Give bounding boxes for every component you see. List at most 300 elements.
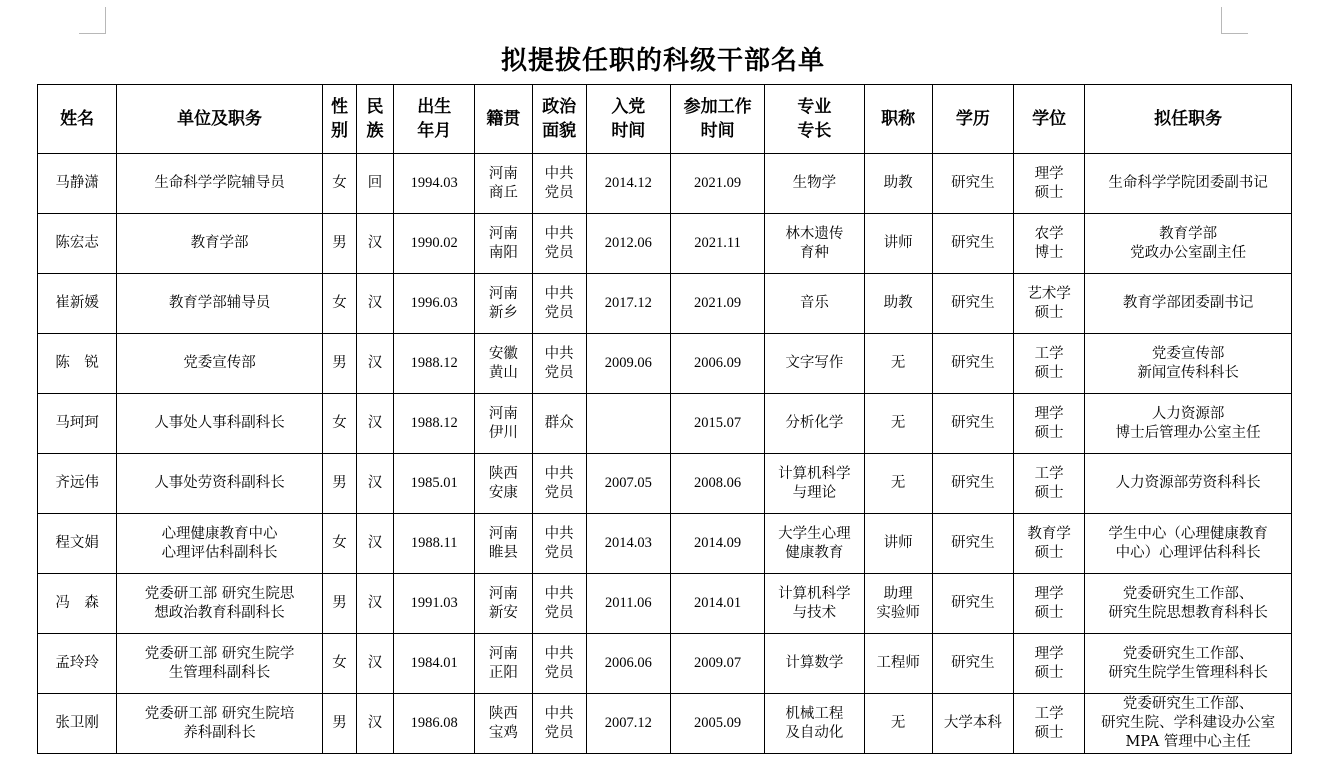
- column-header-text: 出生: [417, 97, 452, 117]
- cell-education: 研究生: [932, 394, 1013, 454]
- cell-unit-position-line: 人事处人事科副科长: [154, 415, 285, 431]
- cell-ethnicity: 汉: [356, 694, 393, 754]
- cell-specialty-line: 计算机科学: [778, 465, 851, 482]
- cell-unit-position-line: 养科副科长: [183, 724, 256, 741]
- cell-unit-position: [117, 334, 323, 394]
- column-header-gender: [322, 85, 356, 154]
- cell-political-status-line: 中共: [544, 165, 574, 182]
- column-header-text: 别: [330, 121, 348, 141]
- cell-proposed-position-line: 党委研究生工作部、: [1122, 585, 1254, 602]
- cell-unit-position: [117, 574, 323, 634]
- cell-name: 冯 森: [38, 574, 117, 634]
- column-header-text: 民: [366, 97, 384, 117]
- cell-name: 马珂珂: [38, 394, 117, 454]
- cell-political-status-line: 中共: [544, 345, 574, 362]
- cell-title-line: 无: [890, 715, 906, 731]
- cell-birth: 1996.03: [394, 274, 475, 334]
- cell-degree: [1014, 574, 1085, 634]
- cell-work-start: 2021.11: [670, 214, 764, 274]
- cell-specialty: [765, 694, 864, 754]
- cell-work-start: 2009.07: [670, 634, 764, 694]
- cell-degree: [1014, 634, 1085, 694]
- cell-work-start: 2005.09: [670, 694, 764, 754]
- table-body: [38, 154, 1292, 754]
- cell-party-join: 2017.12: [586, 274, 670, 334]
- column-header-text: 政治: [542, 97, 577, 117]
- cell-unit-position: [117, 394, 323, 454]
- cell-work-start: 2006.09: [670, 334, 764, 394]
- column-header-degree: [1014, 85, 1085, 154]
- cell-native-place-line: 商丘: [488, 184, 518, 201]
- cell-title: [864, 634, 932, 694]
- cell-party-join: [586, 394, 670, 454]
- cell-unit-position: [117, 274, 323, 334]
- cell-native-place: [475, 634, 532, 694]
- column-header-text: 专长: [797, 121, 832, 141]
- cell-political-status-line: 党员: [544, 544, 574, 561]
- cadre-table: [37, 84, 1292, 754]
- cell-political-status: [532, 514, 586, 574]
- column-header-title: [864, 85, 932, 154]
- cell-native-place-line: 陕西: [488, 465, 518, 482]
- cell-name: 孟玲玲: [38, 634, 117, 694]
- cell-specialty-line: 文字写作: [785, 355, 844, 371]
- cell-specialty: [765, 574, 864, 634]
- table-header-row: [38, 85, 1292, 154]
- cell-ethnicity: 回: [356, 154, 393, 214]
- column-header-text: 籍贯: [486, 109, 521, 129]
- cell-degree-line: 理学: [1034, 405, 1064, 422]
- cell-title-line: 无: [890, 415, 906, 431]
- cell-proposed-position: [1085, 634, 1292, 694]
- cell-political-status-line: 党员: [544, 364, 574, 381]
- cell-gender: 女: [322, 394, 356, 454]
- cell-native-place-line: 正阳: [488, 664, 518, 681]
- cell-name: 陈宏志: [38, 214, 117, 274]
- cell-specialty-line: 计算机科学: [778, 585, 851, 602]
- cell-proposed-position-line: 教育学部: [1159, 225, 1218, 242]
- cell-proposed-position-line: 生命科学学院团委副书记: [1108, 175, 1268, 191]
- cell-title: [864, 274, 932, 334]
- cell-ethnicity: 汉: [356, 634, 393, 694]
- cell-specialty: [765, 634, 864, 694]
- cell-political-status-line: 党员: [544, 724, 574, 741]
- cell-title: [864, 514, 932, 574]
- cell-degree-line: 硕士: [1034, 304, 1064, 321]
- cell-political-status-line: 群众: [544, 415, 574, 431]
- cell-proposed-position-line: MPA 管理中心主任: [1125, 734, 1251, 750]
- cell-unit-position-line: 党委宣传部: [183, 355, 256, 371]
- cell-political-status-line: 中共: [544, 525, 574, 542]
- cell-title: [864, 214, 932, 274]
- cell-proposed-position-line: 中心）心理评估科科长: [1115, 544, 1261, 561]
- column-header-political-status: [532, 85, 586, 154]
- cell-proposed-position: [1085, 514, 1292, 574]
- cell-specialty: [765, 154, 864, 214]
- cell-political-status: [532, 154, 586, 214]
- cell-native-place-line: 伊川: [488, 424, 518, 441]
- table-row: [38, 214, 1292, 274]
- cell-specialty: [765, 214, 864, 274]
- cell-gender: 男: [322, 454, 356, 514]
- cell-unit-position: [117, 154, 323, 214]
- cell-native-place-line: 新安: [488, 604, 518, 621]
- cell-title: [864, 454, 932, 514]
- column-header-ethnicity: [356, 85, 393, 154]
- cell-political-status: [532, 214, 586, 274]
- column-header-unit: [117, 85, 323, 154]
- cell-ethnicity: 汉: [356, 394, 393, 454]
- cell-proposed-position-line: 党政办公室副主任: [1130, 244, 1247, 261]
- column-header-text: 姓名: [60, 109, 95, 129]
- cell-party-join: 2011.06: [586, 574, 670, 634]
- cell-degree-line: 工学: [1034, 345, 1064, 362]
- cell-party-join: 2009.06: [586, 334, 670, 394]
- cell-unit-position-line: 党委研工部 研究生院培: [144, 705, 295, 722]
- cell-proposed-position-line: 新闻宣传科科长: [1137, 364, 1239, 381]
- cell-specialty-line: 与技术: [792, 604, 837, 621]
- cell-native-place: [475, 514, 532, 574]
- cell-degree-line: 艺术学: [1027, 285, 1071, 302]
- column-header-text: 学历: [955, 109, 990, 129]
- column-header-text: 职称: [881, 109, 916, 129]
- cell-specialty-line: 生物学: [792, 175, 837, 191]
- column-header-text: 族: [366, 121, 384, 141]
- cell-degree: [1014, 274, 1085, 334]
- column-header-text: 参加工作: [683, 97, 752, 117]
- cell-education: 大学本科: [932, 694, 1013, 754]
- cell-native-place-line: 河南: [488, 585, 518, 602]
- cell-native-place: [475, 574, 532, 634]
- cell-unit-position-line: 教育学部辅导员: [168, 295, 271, 311]
- cell-title: [864, 694, 932, 754]
- table-row: [38, 574, 1292, 634]
- cell-specialty-line: 音乐: [799, 295, 829, 311]
- cell-ethnicity: 汉: [356, 574, 393, 634]
- cell-unit-position-line: 心理评估科副科长: [161, 544, 278, 561]
- cell-specialty-line: 林木遗传: [785, 225, 844, 242]
- cell-unit-position-line: 生命科学学院辅导员: [154, 175, 285, 191]
- cell-title: [864, 574, 932, 634]
- cell-proposed-position-line: 博士后管理办公室主任: [1115, 424, 1261, 441]
- cell-political-status: [532, 694, 586, 754]
- cell-party-join: 2014.03: [586, 514, 670, 574]
- cell-native-place: [475, 274, 532, 334]
- cell-proposed-position-line: 党委研究生工作部、: [1122, 696, 1254, 712]
- cell-political-status: [532, 394, 586, 454]
- column-header-proposed-position: [1085, 85, 1292, 154]
- cell-gender: 女: [322, 274, 356, 334]
- cell-degree: [1014, 514, 1085, 574]
- cell-title-line: 助教: [883, 295, 913, 311]
- column-header-text: 性: [330, 97, 348, 117]
- cell-unit-position: [117, 214, 323, 274]
- cell-title: [864, 334, 932, 394]
- cell-unit-position-line: 人事处劳资科副科长: [154, 475, 285, 491]
- table-row: [38, 634, 1292, 694]
- cell-proposed-position: [1085, 454, 1292, 514]
- cell-title-line: 讲师: [883, 535, 913, 551]
- cell-specialty: [765, 334, 864, 394]
- cell-degree-line: 理学: [1034, 585, 1064, 602]
- cell-unit-position: [117, 634, 323, 694]
- cell-native-place: [475, 394, 532, 454]
- column-header-native-place: [475, 85, 532, 154]
- cell-native-place-line: 河南: [488, 225, 518, 242]
- cell-proposed-position-line: 研究生院学生管理科科长: [1108, 664, 1268, 681]
- cell-specialty: [765, 394, 864, 454]
- cell-degree-line: 硕士: [1034, 544, 1064, 561]
- cell-gender: 男: [322, 334, 356, 394]
- cell-degree-line: 硕士: [1034, 724, 1064, 741]
- cell-native-place-line: 安康: [488, 484, 518, 501]
- table-row: [38, 694, 1292, 754]
- cell-work-start: 2008.06: [670, 454, 764, 514]
- cell-native-place: [475, 154, 532, 214]
- cell-degree-line: 硕士: [1034, 484, 1064, 501]
- cell-title-line: 无: [890, 355, 906, 371]
- cell-title: [864, 154, 932, 214]
- table-row: [38, 334, 1292, 394]
- cell-specialty: [765, 454, 864, 514]
- cell-proposed-position: [1085, 154, 1292, 214]
- cell-political-status-line: 中共: [544, 705, 574, 722]
- page-corner-mark-right: [1221, 7, 1248, 34]
- cell-native-place-line: 安徽: [488, 345, 518, 362]
- cell-ethnicity: 汉: [356, 274, 393, 334]
- cell-specialty-line: 分析化学: [785, 415, 844, 431]
- cell-birth: 1988.12: [394, 394, 475, 454]
- table-row: [38, 154, 1292, 214]
- cell-political-status-line: 党员: [544, 184, 574, 201]
- cell-gender: 女: [322, 634, 356, 694]
- cell-degree-line: 硕士: [1034, 184, 1064, 201]
- cell-political-status-line: 中共: [544, 285, 574, 302]
- cell-unit-position-line: 教育学部: [190, 235, 249, 251]
- cell-ethnicity: 汉: [356, 334, 393, 394]
- column-header-text: 单位及职务: [177, 109, 263, 129]
- cell-gender: 男: [322, 694, 356, 754]
- cell-proposed-position-line: 党委宣传部: [1151, 345, 1225, 362]
- cell-unit-position-line: 生管理科副科长: [168, 664, 271, 681]
- cell-unit-position-line: 党委研工部 研究生院学: [144, 645, 295, 662]
- cell-title-line: 助理: [883, 585, 913, 602]
- cell-proposed-position-line: 人力资源部: [1151, 405, 1225, 422]
- cell-political-status-line: 中共: [544, 225, 574, 242]
- cell-political-status: [532, 574, 586, 634]
- cell-specialty-line: 机械工程: [785, 705, 844, 722]
- cell-unit-position: [117, 454, 323, 514]
- cell-education: 研究生: [932, 154, 1013, 214]
- cell-work-start: 2014.09: [670, 514, 764, 574]
- cell-degree-line: 工学: [1034, 705, 1064, 722]
- cell-political-status: [532, 454, 586, 514]
- table-row: [38, 394, 1292, 454]
- cell-birth: 1991.03: [394, 574, 475, 634]
- cell-education: 研究生: [932, 214, 1013, 274]
- table-row: [38, 514, 1292, 574]
- cell-name: 马静潇: [38, 154, 117, 214]
- cell-political-status-line: 党员: [544, 244, 574, 261]
- column-header-text: 拟任职务: [1154, 109, 1223, 129]
- cell-name: 崔新媛: [38, 274, 117, 334]
- cell-proposed-position: [1085, 334, 1292, 394]
- cell-title-line: 工程师: [876, 655, 920, 671]
- cell-work-start: 2021.09: [670, 154, 764, 214]
- cell-degree-line: 农学: [1034, 225, 1064, 242]
- cell-name: 陈 锐: [38, 334, 117, 394]
- cell-proposed-position: [1085, 274, 1292, 334]
- cell-unit-position-line: 党委研工部 研究生院思: [144, 585, 295, 602]
- cell-native-place-line: 黄山: [488, 364, 518, 381]
- cell-degree: [1014, 694, 1085, 754]
- cell-native-place-line: 河南: [488, 645, 518, 662]
- cell-political-status-line: 中共: [544, 645, 574, 662]
- cell-specialty: [765, 274, 864, 334]
- cell-birth: 1988.11: [394, 514, 475, 574]
- cell-degree: [1014, 334, 1085, 394]
- cell-party-join: 2014.12: [586, 154, 670, 214]
- cell-education: 研究生: [932, 574, 1013, 634]
- cell-unit-position-line: 想政治教育科副科长: [154, 604, 285, 621]
- cell-political-status: [532, 634, 586, 694]
- cell-title-line: 助教: [883, 175, 913, 191]
- cell-education: 研究生: [932, 634, 1013, 694]
- cell-title: [864, 394, 932, 454]
- cell-ethnicity: 汉: [356, 454, 393, 514]
- cell-native-place: [475, 454, 532, 514]
- column-header-party-join: [586, 85, 670, 154]
- cell-political-status-line: 党员: [544, 664, 574, 681]
- cell-degree: [1014, 394, 1085, 454]
- cell-gender: 女: [322, 154, 356, 214]
- cell-native-place-line: 新乡: [488, 304, 518, 321]
- column-header-text: 学位: [1032, 109, 1067, 129]
- cell-education: 研究生: [932, 514, 1013, 574]
- cell-native-place-line: 南阳: [488, 244, 518, 261]
- cell-birth: 1990.02: [394, 214, 475, 274]
- cell-native-place-line: 睢县: [488, 544, 518, 561]
- cell-birth: 1984.01: [394, 634, 475, 694]
- cell-proposed-position-line: 学生中心（心理健康教育: [1108, 525, 1268, 542]
- cell-birth: 1985.01: [394, 454, 475, 514]
- cell-unit-position: [117, 514, 323, 574]
- cell-specialty-line: 健康教育: [785, 544, 844, 561]
- cell-name: 齐远伟: [38, 454, 117, 514]
- cell-political-status-line: 党员: [544, 604, 574, 621]
- column-header-birth: [394, 85, 475, 154]
- page-corner-mark-left: [79, 7, 106, 34]
- column-header-work-start: [670, 85, 764, 154]
- cell-specialty-line: 及自动化: [785, 724, 844, 741]
- cell-political-status: [532, 334, 586, 394]
- cell-degree: [1014, 214, 1085, 274]
- cell-birth: 1986.08: [394, 694, 475, 754]
- cell-education: 研究生: [932, 274, 1013, 334]
- cell-ethnicity: 汉: [356, 214, 393, 274]
- cell-proposed-position: [1085, 214, 1292, 274]
- cell-native-place-line: 宝鸡: [488, 724, 518, 741]
- cell-name: 张卫刚: [38, 694, 117, 754]
- cell-work-start: 2015.07: [670, 394, 764, 454]
- cell-name: 程文娟: [38, 514, 117, 574]
- cell-work-start: 2014.01: [670, 574, 764, 634]
- cell-gender: 男: [322, 214, 356, 274]
- cell-unit-position: [117, 694, 323, 754]
- cell-degree-line: 教育学: [1027, 525, 1071, 542]
- column-header-text: 入党: [611, 97, 646, 117]
- cell-proposed-position: [1085, 694, 1292, 754]
- column-header-specialty: [765, 85, 864, 154]
- cell-degree: [1014, 454, 1085, 514]
- cell-party-join: 2007.05: [586, 454, 670, 514]
- cell-native-place: [475, 694, 532, 754]
- cell-unit-position-line: 心理健康教育中心: [161, 525, 278, 542]
- cell-native-place-line: 河南: [488, 525, 518, 542]
- cell-degree-line: 博士: [1034, 244, 1064, 261]
- cell-native-place-line: 陕西: [488, 705, 518, 722]
- cell-native-place: [475, 334, 532, 394]
- column-header-name: [38, 85, 117, 154]
- cell-education: 研究生: [932, 334, 1013, 394]
- cell-political-status-line: 中共: [544, 585, 574, 602]
- cell-title-line: 实验师: [876, 604, 920, 621]
- cell-gender: 女: [322, 514, 356, 574]
- cell-title-line: 无: [890, 475, 906, 491]
- cell-political-status-line: 中共: [544, 465, 574, 482]
- cell-specialty-line: 育种: [799, 244, 829, 261]
- cell-proposed-position-line: 人力资源部劳资科科长: [1115, 475, 1261, 491]
- cell-work-start: 2021.09: [670, 274, 764, 334]
- cell-party-join: 2007.12: [586, 694, 670, 754]
- cell-degree-line: 硕士: [1034, 664, 1064, 681]
- document-title: 拟提拔任职的科级干部名单: [500, 46, 825, 76]
- cell-education: 研究生: [932, 454, 1013, 514]
- cell-degree-line: 工学: [1034, 465, 1064, 482]
- cell-degree-line: 硕士: [1034, 364, 1064, 381]
- cell-proposed-position-line: 研究生院思想教育科科长: [1108, 604, 1268, 621]
- column-header-text: 时间: [700, 121, 735, 141]
- cell-degree-line: 理学: [1034, 645, 1064, 662]
- cell-specialty: [765, 514, 864, 574]
- cell-title-line: 讲师: [883, 235, 913, 251]
- cell-specialty-line: 大学生心理: [778, 525, 851, 542]
- column-header-text: 时间: [611, 121, 646, 141]
- cell-birth: 1994.03: [394, 154, 475, 214]
- cell-proposed-position-line: 党委研究生工作部、: [1122, 645, 1254, 662]
- cell-native-place-line: 河南: [488, 405, 518, 422]
- column-header-text: 专业: [797, 97, 832, 117]
- cell-degree-line: 硕士: [1034, 604, 1064, 621]
- column-header-text: 年月: [417, 121, 452, 141]
- cell-ethnicity: 汉: [356, 514, 393, 574]
- cell-specialty-line: 计算数学: [785, 655, 844, 671]
- cell-proposed-position-line: 教育学部团委副书记: [1122, 295, 1254, 311]
- cell-proposed-position: [1085, 394, 1292, 454]
- column-header-education: [932, 85, 1013, 154]
- cell-degree-line: 硕士: [1034, 424, 1064, 441]
- cell-gender: 男: [322, 574, 356, 634]
- cell-political-status: [532, 274, 586, 334]
- table-row: [38, 454, 1292, 514]
- cell-specialty-line: 与理论: [792, 484, 837, 501]
- cell-party-join: 2012.06: [586, 214, 670, 274]
- cell-degree-line: 理学: [1034, 165, 1064, 182]
- cell-native-place-line: 河南: [488, 165, 518, 182]
- cell-birth: 1988.12: [394, 334, 475, 394]
- column-header-text: 面貌: [542, 121, 577, 141]
- cell-proposed-position-line: 研究生院、学科建设办公室: [1101, 715, 1276, 731]
